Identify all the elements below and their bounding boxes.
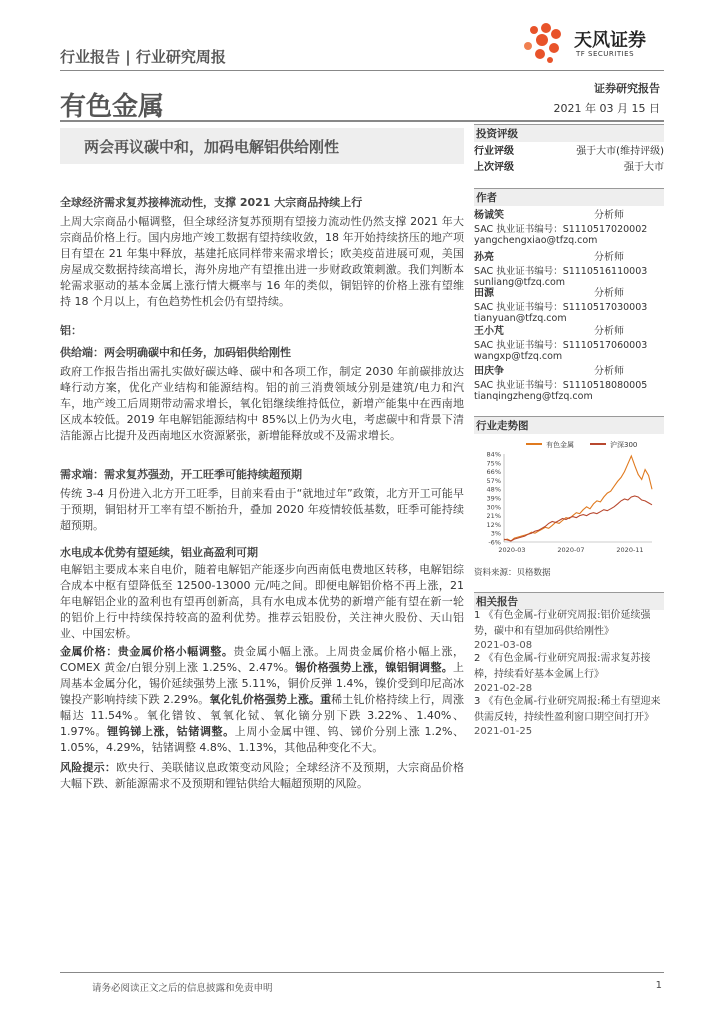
author-block bbox=[474, 248, 664, 288]
author-block bbox=[474, 284, 664, 324]
minor-metals-text: 上周小金属中锂、钨、锑价分别上涨 1.2%、1.05%，4.29%，钴锗调整 4.8%、1.13%，其他品种变化不大。 bbox=[60, 725, 465, 754]
author-name: 孙亮 bbox=[474, 252, 494, 263]
risk-text: 欧央行、美联储议息政策变动风险；全球经济不及预期，大宗商品价格大幅下跌、新能源需求不及预期和锂钴供给大幅超预期的风险。 bbox=[60, 761, 465, 790]
sector-divider bbox=[60, 120, 664, 122]
legend-label: 有色金属 bbox=[546, 441, 574, 449]
precious-metals-text: 贵金属小幅上涨。上周贵金属价格小幅上涨，COMEX 黄金/白银分别上涨 1.25%、2.47%。 bbox=[60, 645, 465, 674]
author-cert: SAC 执业证书编号：S1110518080005 bbox=[474, 380, 648, 391]
minor-metals-bold: 锂钨锑上涨，钴锗调整。 bbox=[107, 725, 235, 738]
y-tick-label: 39% bbox=[486, 494, 501, 503]
author-email[interactable]: tianqingzheng@tfzq.com bbox=[474, 391, 593, 402]
author-email[interactable]: yangchengxiao@tfzq.com bbox=[474, 235, 598, 246]
author-cert: SAC 执业证书编号：S1110517020002 bbox=[474, 224, 648, 235]
report-title: 两会再议碳中和，加码电解铝供给刚性 bbox=[84, 138, 340, 156]
author-block bbox=[474, 362, 664, 402]
trend-chart bbox=[474, 432, 664, 558]
x-tick-label: 2020-03 bbox=[498, 546, 526, 554]
paragraph: 电解铝主要成本来自电价，随着电解铝产能逐步向西南低电费地区转移，电解铝综合成本中枢有望降低至 12500-13000 元/吨之间。即便电解铝价格不再上涨，21 年电解铝企业的盈利也有望再创新高，具有水电成本优势的新增产能有望在新一轮的铝价上行中持续保持较高的盈利优势。推荐云铝股份，关注神火股份、天山铝业、中国宏桥。 bbox=[60, 563, 464, 640]
section-text bbox=[60, 486, 464, 534]
related-date: 2021-02-28 bbox=[474, 683, 533, 694]
page-number: 1 bbox=[655, 980, 662, 991]
trend-source: 资料来源：贝格数据 bbox=[474, 568, 551, 578]
rating-value: 强于大市 bbox=[624, 162, 664, 173]
y-tick-label: 84% bbox=[486, 450, 501, 459]
rating-row bbox=[474, 158, 664, 173]
footer-divider bbox=[60, 972, 664, 973]
paragraph: 传统 3-4 月份进入北方开工旺季，目前来看由于“就地过年”政策，北方开工可能早于预期，铜铝材开工率有望不断抬升，叠加 2020 年疫情较低基数，旺季可能持续超预期。 bbox=[60, 487, 464, 532]
legend-label: 沪深300 bbox=[610, 441, 638, 449]
author-role: 分析师 bbox=[594, 252, 624, 263]
precious-metals-bold: 贵金属价格小幅调整。 bbox=[117, 645, 234, 658]
authors-head: 作者 bbox=[474, 188, 664, 206]
risk-label: 风险提示： bbox=[60, 761, 117, 774]
x-tick-label: 2020-11 bbox=[616, 546, 644, 554]
paragraph: 上周大宗商品小幅调整，但全球经济复苏预期有望接力流动性仍然支撑 2021 年大宗商品价格上行。国内房地产竣工数据有望持续收敛，18 年开始持续挤压的地产项目有望在 21 年集中释放，基建托底同样带来需求增长；欧美疫苗进展可观，美国房屋成交数据持续高增长，海外房地产有望推出进一步财政政策刺激。我们判断本轮需求驱动的基本金属上涨行情大概率与 16 年的类似，铜铝锌的价格上涨有望维持 18 个月以上，有色趋势性机会仍有望持续。 bbox=[60, 215, 464, 308]
sector-title: 有色金属 bbox=[60, 92, 165, 122]
author-email[interactable]: wangxp@tfzq.com bbox=[474, 351, 563, 362]
x-tick-label: 2020-07 bbox=[557, 546, 585, 554]
y-tick-label: 66% bbox=[486, 468, 501, 477]
rare-earth-bold-2: 重 bbox=[320, 693, 332, 706]
chart-lines bbox=[504, 456, 652, 541]
rating-label: 上次评级 bbox=[474, 162, 514, 173]
y-tick-label: -6% bbox=[488, 538, 501, 547]
header-divider bbox=[60, 70, 664, 71]
author-block bbox=[474, 206, 664, 246]
y-tick-label: 30% bbox=[486, 503, 501, 512]
metal-prices bbox=[60, 644, 464, 756]
author-name: 王小芃 bbox=[474, 326, 504, 337]
y-tick-label: 3% bbox=[490, 529, 501, 538]
author-name: 田源 bbox=[474, 288, 494, 299]
paragraph: 政府工作报告指出需扎实做好碳达峰、碳中和各项工作，制定 2030 年前碳排放达峰行动方案，优化产业结构和能源结构。铝的前三消费领域分别是建筑/电力和汽车，地产竣工后周期带动需求增长，氧化铝继续维持低位，新增产能集中在西南地区成本较低。2019 年电解铝能源结构中 85%以上仍为火电，考虑碳中和背景下清洁能源占比提升及西南地区水资源紧张，新增能释放或不及需求增长。 bbox=[60, 365, 464, 442]
report-date: 2021 年 03 月 15 日 bbox=[553, 102, 660, 115]
chart-y-ticks bbox=[487, 451, 501, 547]
rating-head: 投资评级 bbox=[474, 124, 664, 142]
trend-head: 行业走势图 bbox=[474, 416, 664, 434]
brand-name: 天风证券 bbox=[574, 30, 646, 51]
y-tick-label: 21% bbox=[486, 512, 501, 521]
section-head: 供给端：两会明确碳中和任务，加码铝供给刚性 bbox=[60, 346, 291, 359]
author-role: 分析师 bbox=[594, 210, 624, 221]
brand-subtitle: TF SECURITIES bbox=[576, 50, 635, 58]
author-email[interactable]: tianyuan@tfzq.com bbox=[474, 313, 567, 324]
author-role: 分析师 bbox=[594, 288, 624, 299]
y-tick-label: 12% bbox=[486, 520, 501, 529]
section-head: 需求端：需求复苏强劲，开工旺季可能持续超预期 bbox=[60, 468, 302, 481]
rating-row bbox=[474, 142, 664, 157]
author-email[interactable]: sunliang@tfzq.com bbox=[474, 277, 566, 288]
rating-value: 强于大市(维持评级) bbox=[576, 146, 664, 157]
related-head: 相关报告 bbox=[474, 592, 664, 610]
author-role: 分析师 bbox=[594, 366, 624, 377]
footer-disclaimer: 请务必阅读正文之后的信息披露和免责申明 bbox=[92, 983, 273, 994]
author-cert: SAC 执业证书编号：S1110517030003 bbox=[474, 302, 648, 313]
risk-notice bbox=[60, 760, 464, 792]
related-date: 2021-03-08 bbox=[474, 640, 533, 651]
report-kind: 证券研究报告 bbox=[594, 82, 660, 95]
base-metals-bold: 锡价格强势上涨，镍铝铜调整。 bbox=[295, 661, 454, 674]
author-block bbox=[474, 322, 664, 362]
y-tick-label: 57% bbox=[486, 476, 501, 485]
section-label: 铝： bbox=[60, 324, 82, 337]
author-name: 田庆争 bbox=[474, 366, 504, 377]
related-item[interactable]: 2 《有色金属-行业研究周报:需求复苏接棒，持续看好基本金属上行》 bbox=[474, 653, 651, 680]
related-item[interactable]: 3 《有色金属-行业研究周报:稀土有望迎来供需反转，持续性盈利窗口期空间打开》 bbox=[474, 696, 661, 723]
rating-label: 行业评级 bbox=[474, 146, 514, 157]
rare-earth-bold: 氧化钆价格强势上涨。 bbox=[209, 693, 321, 706]
section-head: 水电成本优势有望延续，铝业高盈利可期 bbox=[60, 546, 258, 559]
base-metals-text: 上周基本金属分化，锡价延续强势上涨 5.11%，铜价反弹 1.4%，镍价受到印尼高冰镍投产影响持续下跌 2.29%。 bbox=[60, 661, 465, 706]
author-role: 分析师 bbox=[594, 326, 624, 337]
metal-prices-label: 金属价格： bbox=[60, 645, 118, 658]
section-head: 全球经济需求复苏接棒流动性，支撑 2021 大宗商品持续上行 bbox=[60, 196, 363, 209]
related-list bbox=[474, 608, 664, 737]
chart-legend bbox=[526, 440, 637, 449]
section-text bbox=[60, 364, 464, 444]
report-type: 行业报告 | 行业研究周报 bbox=[60, 48, 226, 66]
chart-x-ticks bbox=[498, 546, 643, 554]
rare-earth-text: 稀土钆价格持续上行，周涨幅达 11.54%。氧化镨钕、氧氧化铽、氧化镝分别下跌 3.22%、1.40%、1.97%。 bbox=[60, 693, 464, 738]
related-date: 2021-01-25 bbox=[474, 726, 533, 737]
logo-petals-icon bbox=[516, 22, 572, 66]
y-tick-label: 48% bbox=[486, 485, 501, 494]
author-name: 杨诚笑 bbox=[474, 210, 504, 221]
author-cert: SAC 执业证书编号：S1110516110003 bbox=[474, 266, 648, 277]
section-text bbox=[60, 214, 464, 310]
author-cert: SAC 执业证书编号：S1110517060003 bbox=[474, 340, 648, 351]
related-item[interactable]: 1 《有色金属-行业研究周报:铝价延续强势，碳中和有望加码供给刚性》 bbox=[474, 610, 651, 637]
section-text bbox=[60, 562, 464, 642]
y-tick-label: 75% bbox=[486, 459, 501, 468]
